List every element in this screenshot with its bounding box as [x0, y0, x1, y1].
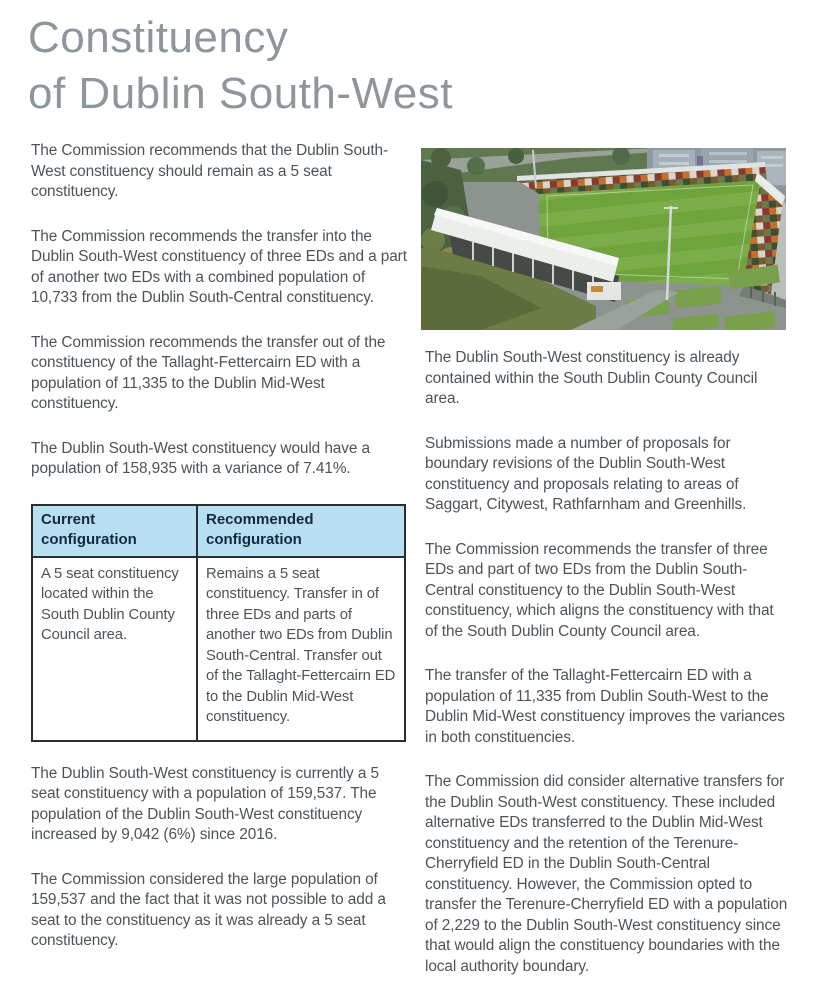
table-row: [32, 557, 405, 741]
body-paragraph: The Commission considered the large population of 159,537 and the fact that it was not possible to add a seat to the constituency as it was already a 5 seat constituency.: [31, 870, 386, 949]
body-paragraph: The Commission did consider alternative transfers for the Dublin South-West constituency. These included alternative EDs transferred to the Dublin Mid-West constituency and the retention of the Terenure-Cherryfield ED in the Dublin South-Central constituency. However, the Commission opted to transfer the Terenure-Cherryfield ED with a population of 2,229 to the Dublin South-West constituency since that would align the constituency boundaries with the local authority boundary.: [425, 773, 788, 975]
body-paragraph: The transfer of the Tallaght-Fettercairn ED with a population of 11,335 from Dublin South-West to the Dublin Mid-West constituency improves the variances in both constituencies.: [425, 667, 785, 746]
body-paragraph: The Commission recommends the transfer out of the constituency of the Tallaght-Fettercairn ED with a population of 11,335 to the Dublin Mid-West constituency.: [31, 333, 386, 412]
table-cell-recommended-configuration: Remains a 5 seat constituency. Transfer in of three EDs and parts of another two EDs from Dublin South-Central. Transfer out of the Tallaght-Fettercairn ED to the Dublin Mid-West constituency.: [197, 557, 405, 741]
table-header-current-configuration: Current configuration: [32, 505, 197, 557]
body-paragraph: The Dublin South-West constituency is currently a 5 seat constituency with a population of 159,537. The population of the Dublin South-West constituency increased by 9,042 (6%) since 2016.: [31, 764, 379, 843]
left-column: [31, 141, 409, 976]
stadium-aerial-photo-graphic: [421, 148, 786, 330]
table-header-row: [32, 505, 405, 557]
body-paragraph: The Commission recommends that the Dublin South-West constituency should remain as a 5 seat constituency.: [31, 142, 389, 200]
body-paragraph: The Dublin South-West constituency is already contained within the South Dublin County Council area.: [425, 349, 758, 407]
page-title: [28, 10, 453, 122]
table-cell-current-configuration: A 5 seat constituency located within the South Dublin County Council area.: [32, 557, 197, 741]
body-paragraph: The Commission recommends the transfer into the Dublin South-West constituency of three EDs and a part of another two EDs with a combined population of 10,733 from the Dublin South-Central constituency.: [31, 227, 407, 306]
configuration-table: [31, 504, 406, 742]
right-column: [425, 348, 788, 1000]
body-paragraph: Submissions made a number of proposals for boundary revisions of the Dublin South-West constituency and proposals relating to areas of Saggart, Citywest, Rathfarnham and Greenhills.: [425, 434, 747, 513]
body-paragraph: The Dublin South-West constituency would have a population of 158,935 with a variance of 7.41%.: [31, 439, 370, 477]
table-header-recommended-configuration: Recommended configuration: [197, 505, 405, 557]
page-title-line2: of Dublin South-West: [28, 69, 453, 118]
stadium-aerial-photo: [421, 148, 786, 330]
body-paragraph: The Commission recommends the transfer of three EDs and part of two EDs from the Dublin South-Central constituency to the Dublin South-West constituency, which aligns the constituency with that of the South Dublin County Council area.: [425, 540, 774, 640]
page-title-line1: Constituency: [28, 13, 289, 62]
